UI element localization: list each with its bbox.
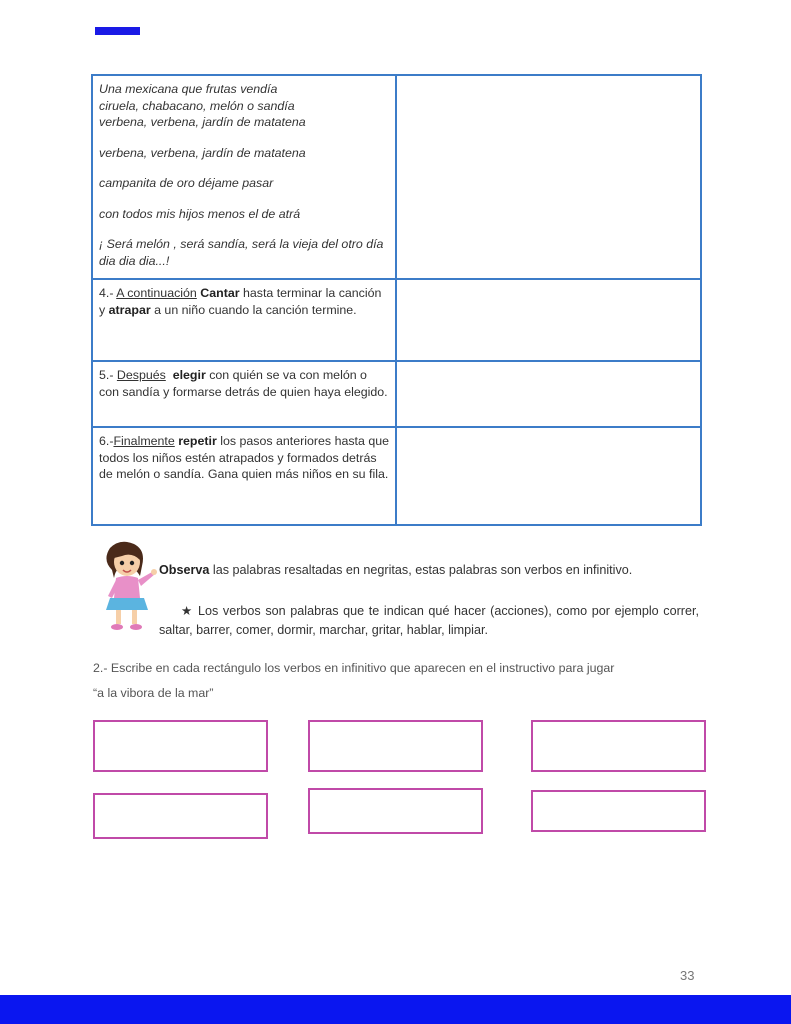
step-4-text — [92, 279, 396, 361]
drawing-cell[interactable] — [396, 361, 701, 427]
verb-answer-box[interactable] — [308, 720, 483, 772]
observa-text: las palabras resaltadas en negritas, estas palabras — [209, 563, 501, 577]
observa-keyword: Observa — [159, 563, 210, 577]
poem-line: campanita de oro déjame pasar — [99, 176, 274, 190]
drawing-cell[interactable] — [396, 75, 701, 279]
step-text: los pasos anteriores hasta que todos los niños estén atrapados y formados detrás de melón o sandía. Gana quien más niños en su fila. — [99, 434, 389, 481]
verb-definition — [159, 602, 699, 640]
step-6-text — [92, 427, 396, 525]
verb-answer-box[interactable] — [531, 790, 706, 832]
poem-line: ¡ Será melón , será sandía, será la vieja del otro día dia dia dia...! — [99, 237, 384, 268]
instruction-line: 2.- Escribe en cada rectángulo los verbos en infinitivo que aparecen en el instructivo para jugar — [93, 661, 615, 675]
verb-answer-box[interactable] — [93, 793, 268, 839]
step-number: 6.- — [99, 434, 114, 448]
drawing-cell[interactable] — [396, 279, 701, 361]
girl-pointing-illustration — [96, 540, 160, 632]
star-icon: ★ — [181, 604, 194, 618]
poem-line: verbena, verbena, jardín de matatena — [99, 145, 306, 160]
observa-note — [159, 563, 704, 577]
table-row — [92, 427, 701, 525]
verb-repetir: repetir — [178, 434, 217, 448]
step-text: con quién se va con melón o con sandía y formarse detrás de quien haya elegido. — [99, 368, 388, 399]
poem-line: verbena, verbena, jardín de matatena — [99, 115, 306, 129]
verb-answer-box[interactable] — [93, 720, 268, 772]
poem-line: Una mexicana que frutas vendía — [99, 82, 278, 96]
verb-atrapar: atrapar — [108, 302, 151, 317]
footer-accent-bar — [0, 995, 791, 1024]
verb-answer-box[interactable] — [308, 788, 483, 834]
step-text: hasta terminar la canción y — [99, 286, 382, 317]
step-adverb: Después — [116, 368, 166, 382]
verb-elegir: elegir — [172, 368, 206, 382]
poem-line: ciruela, chabacano, melón o sandía — [99, 98, 295, 113]
verb-cantar: Cantar — [200, 286, 240, 300]
step-adverb: Finalmente — [113, 434, 175, 448]
table-row — [92, 75, 701, 279]
definition-text: Los verbos son palabras que te indican qué hacer (acciones), como por ejemplo correr, saltar, barrer, comer, dormir, marchar, gritar, hablar, limpiar. — [159, 604, 699, 637]
poem-line: con todos mis hijos menos el de atrá — [99, 206, 301, 221]
observa-text-end: son verbos en infinitivo. — [500, 563, 633, 577]
drawing-cell[interactable] — [396, 427, 701, 525]
table-row — [92, 361, 701, 427]
instructions-table — [91, 74, 702, 526]
step-number: 5.- — [99, 368, 117, 382]
header-accent-bar — [95, 27, 140, 35]
step-adverb: A continuación — [116, 286, 197, 300]
step-number: 4.- — [99, 286, 117, 300]
step-text: a un niño cuando la canción termine. — [150, 302, 357, 317]
page-number: 33 — [680, 968, 695, 983]
exercise-instruction — [93, 656, 733, 706]
table-row — [92, 279, 701, 361]
instruction-line: “a la vibora de la mar” — [93, 686, 214, 700]
verb-answer-box[interactable] — [531, 720, 706, 772]
poem-cell — [92, 75, 396, 279]
step-5-text — [92, 361, 396, 427]
